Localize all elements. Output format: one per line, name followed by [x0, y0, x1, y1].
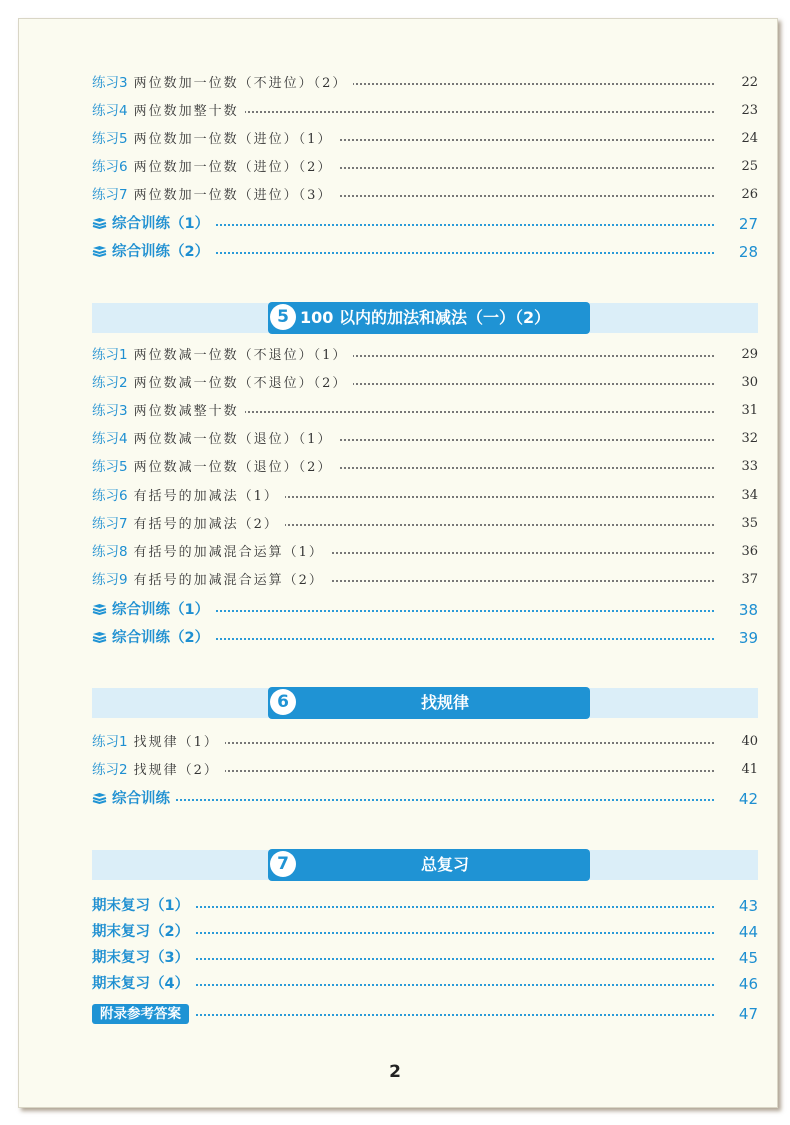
toc-entry[interactable]: [92, 428, 758, 450]
exercise-title: 两位数减一位数（退位）（2）: [133, 460, 333, 475]
exercise-number: 练习3: [92, 75, 128, 91]
toc-entry[interactable]: [92, 1003, 758, 1025]
review-title: 综合训练（2）: [112, 244, 210, 260]
final-review-title: 期末复习（2）: [92, 924, 190, 940]
exercise-title: 有括号的加减混合运算（2）: [133, 573, 324, 588]
toc-entry[interactable]: [92, 627, 758, 649]
toc-page-number: 34: [718, 485, 758, 507]
section-title: 100 以内的加法和减法（一）（2）: [300, 308, 551, 327]
toc-entry[interactable]: [92, 569, 758, 591]
toc-entry[interactable]: [92, 72, 758, 94]
toc-page-number: 42: [718, 788, 758, 810]
exercise-title: 有括号的加减法（1）: [133, 489, 279, 504]
toc-page-number: 37: [718, 569, 758, 591]
toc-page-number: 41: [718, 759, 758, 781]
toc-entry[interactable]: [92, 184, 758, 206]
toc-entry[interactable]: [92, 156, 758, 178]
exercise-number: 练习3: [92, 403, 128, 419]
toc-entry-label: [92, 428, 338, 451]
toc-page-number: 38: [718, 599, 758, 621]
exercise-number: 练习4: [92, 431, 128, 447]
section-header-6[interactable]: [268, 687, 590, 719]
toc-page-number: 27: [718, 213, 758, 235]
book-icon: [92, 792, 107, 805]
toc-entry[interactable]: [92, 241, 758, 263]
toc-entry[interactable]: [92, 400, 758, 422]
section-header-5[interactable]: [268, 302, 590, 334]
toc-entry-label: [92, 947, 195, 969]
section-title: 找规律: [420, 693, 469, 712]
toc-entry[interactable]: [92, 921, 758, 943]
exercise-title: 两位数加一位数（进位）（3）: [133, 188, 333, 203]
section-number: 6: [270, 689, 296, 715]
exercise-title: 找规律（2）: [133, 763, 219, 778]
toc-entry-label: [92, 895, 195, 917]
toc-entry-label: [92, 973, 195, 995]
final-review-title: 期末复习（3）: [92, 950, 190, 966]
toc-page-number: 23: [718, 100, 758, 122]
exercise-title: 有括号的加减法（2）: [133, 517, 279, 532]
exercise-number: 练习8: [92, 544, 128, 560]
exercise-number: 练习4: [92, 103, 128, 119]
review-title: 综合训练（1）: [112, 216, 210, 232]
toc-entry-label: [92, 788, 176, 810]
toc-entry-label: [92, 241, 215, 263]
toc-page-number: 44: [718, 921, 758, 943]
toc-page-number: 30: [718, 372, 758, 394]
final-review-title: 期末复习（1）: [92, 898, 190, 914]
exercise-title: 找规律（1）: [133, 735, 219, 750]
exercise-title: 两位数加一位数（进位）（2）: [133, 160, 333, 175]
toc-entry[interactable]: [92, 731, 758, 753]
exercise-title: 两位数减一位数（不退位）（2）: [133, 376, 348, 391]
toc-entry[interactable]: [92, 973, 758, 995]
toc-entry-label: [92, 513, 285, 536]
exercise-number: 练习1: [92, 734, 128, 750]
book-icon: [92, 245, 107, 258]
review-title: 综合训练（1）: [112, 602, 210, 618]
toc-entry-label: [92, 921, 195, 943]
review-title: 综合训练（2）: [112, 630, 210, 646]
exercise-number: 练习5: [92, 459, 128, 475]
toc-page-number: 22: [718, 72, 758, 94]
toc-page-number: 32: [718, 428, 758, 450]
toc-entry-label: [92, 485, 285, 508]
toc-page-number: 46: [718, 973, 758, 995]
page-number: 2: [389, 1062, 401, 1082]
toc-entry-label: [92, 72, 353, 95]
toc-entry[interactable]: [92, 513, 758, 535]
toc-entry[interactable]: [92, 372, 758, 394]
exercise-title: 两位数减一位数（退位）（1）: [133, 432, 333, 447]
book-icon: [92, 631, 107, 644]
toc-page-number: 35: [718, 513, 758, 535]
section-number: 7: [270, 851, 296, 877]
section-header-7[interactable]: [268, 849, 590, 881]
toc-page-number: 43: [718, 895, 758, 917]
toc-entry-label: [92, 128, 338, 151]
exercise-number: 练习6: [92, 488, 128, 504]
toc-entry-label: [92, 400, 245, 423]
toc-entry[interactable]: [92, 895, 758, 917]
toc-entry[interactable]: [92, 344, 758, 366]
toc-page-number: 47: [718, 1003, 758, 1025]
toc-entry-label: [92, 184, 338, 207]
appendix-label: 附录参考答案: [92, 1004, 189, 1024]
exercise-title: 两位数减整十数: [133, 404, 239, 419]
toc-entry-label: [92, 599, 215, 621]
toc-entry-label: [92, 1003, 195, 1025]
exercise-number: 练习9: [92, 572, 128, 588]
toc-entry-label: [92, 372, 353, 395]
toc-page-number: 40: [718, 731, 758, 753]
toc-entry-label: [92, 100, 245, 123]
toc-page-number: 36: [718, 541, 758, 563]
toc-entry-label: [92, 344, 353, 367]
toc-page-number: 28: [718, 241, 758, 263]
toc-entry-label: [92, 456, 338, 479]
toc-entry-label: [92, 156, 338, 179]
toc-page-number: 26: [718, 184, 758, 206]
toc-entry[interactable]: [92, 456, 758, 478]
exercise-title: 两位数减一位数（不退位）（1）: [133, 348, 348, 363]
book-icon: [92, 217, 107, 230]
review-title: 综合训练: [112, 791, 170, 807]
exercise-number: 练习2: [92, 375, 128, 391]
exercise-title: 两位数加一位数（不进位）（2）: [133, 76, 348, 91]
dot-leader: [92, 799, 714, 801]
toc-page-number: 24: [718, 128, 758, 150]
toc-entry[interactable]: [92, 947, 758, 969]
section-title: 总复习: [420, 855, 469, 874]
toc-entry[interactable]: [92, 788, 758, 810]
exercise-number: 练习2: [92, 762, 128, 778]
toc-entry[interactable]: [92, 213, 758, 235]
exercise-number: 练习5: [92, 131, 128, 147]
toc-entry[interactable]: [92, 759, 758, 781]
toc-entry[interactable]: [92, 485, 758, 507]
exercise-number: 练习7: [92, 187, 128, 203]
toc-entry[interactable]: [92, 599, 758, 621]
toc-entry-label: [92, 213, 215, 235]
toc-entry[interactable]: [92, 100, 758, 122]
exercise-title: 有括号的加减混合运算（1）: [133, 545, 324, 560]
section-number: 5: [270, 304, 296, 330]
toc-page-number: 33: [718, 456, 758, 478]
toc-entry-label: [92, 759, 225, 782]
toc-entry[interactable]: [92, 128, 758, 150]
exercise-number: 练习7: [92, 516, 128, 532]
toc-page-number: 31: [718, 400, 758, 422]
final-review-title: 期末复习（4）: [92, 976, 190, 992]
exercise-number: 练习6: [92, 159, 128, 175]
toc-page-number: 29: [718, 344, 758, 366]
toc-page-number: 39: [718, 627, 758, 649]
exercise-title: 两位数加整十数: [133, 104, 239, 119]
toc-page-number: 45: [718, 947, 758, 969]
toc-entry-label: [92, 731, 225, 754]
exercise-number: 练习1: [92, 347, 128, 363]
toc-entry-label: [92, 627, 215, 649]
book-icon: [92, 603, 107, 616]
toc-entry[interactable]: [92, 541, 758, 563]
toc-entry-label: [92, 541, 330, 564]
toc-page-number: 25: [718, 156, 758, 178]
exercise-title: 两位数加一位数（进位）（1）: [133, 132, 333, 147]
toc-entry-label: [92, 569, 330, 592]
